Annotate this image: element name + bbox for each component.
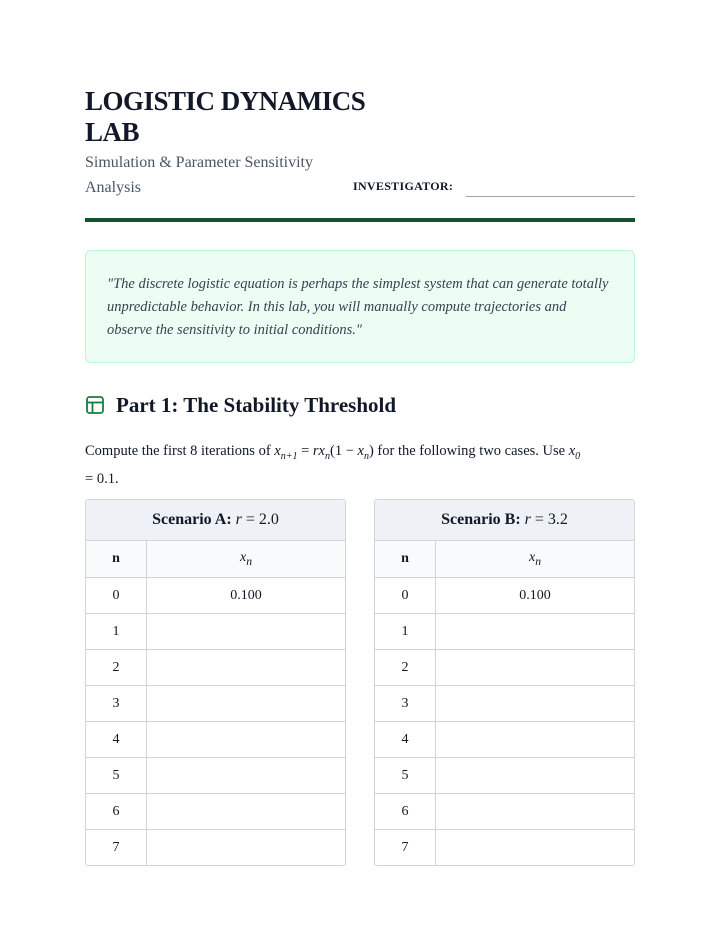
x-value-entry[interactable] xyxy=(436,794,635,830)
investigator-label: INVESTIGATOR: xyxy=(353,179,454,193)
x-value-entry[interactable] xyxy=(436,722,635,758)
instructions-lead: Compute the first 8 iterations of xyxy=(85,443,271,459)
x-value-entry[interactable] xyxy=(147,650,346,686)
iteration-index: 5 xyxy=(86,758,147,794)
iteration-index: 2 xyxy=(375,650,436,686)
initial-value: 0.1. xyxy=(96,470,119,487)
section-title: Part 1: The Stability Threshold xyxy=(116,393,397,417)
table-row xyxy=(86,794,345,830)
table-row xyxy=(86,578,345,614)
iteration-index: 6 xyxy=(375,794,436,830)
header-divider xyxy=(85,218,635,222)
scenario-a-table xyxy=(85,499,346,866)
intro-quote: "The discrete logistic equation is perhaps the simplest system that can generate totally unpredictable behavior. In this lab, you will manually compute trajectories and observe the sensitivity to initial conditions." xyxy=(107,276,609,338)
logistic-equation: $x_{n+1} = rx_n(1 - x_n)$ xyxy=(274,443,374,462)
x-value-entry[interactable] xyxy=(436,650,635,686)
table-row xyxy=(86,614,345,650)
table-row xyxy=(86,686,345,722)
page-subtitle: Simulation & Parameter Sensitivity Analysis xyxy=(85,154,313,196)
x-value-entry[interactable] xyxy=(147,794,346,830)
scenario-b-label: Scenario B: xyxy=(441,511,521,528)
table-icon xyxy=(86,396,104,414)
scenario-b-caption: Scenario B: r = 3.2 xyxy=(375,500,634,541)
scenario-b-table xyxy=(374,499,635,866)
x-value-entry[interactable] xyxy=(147,758,346,794)
table-row xyxy=(375,722,634,758)
investigator-field[interactable] xyxy=(466,196,635,197)
col-x-header: $x_n$ xyxy=(147,541,346,578)
table-row xyxy=(375,758,634,794)
scenario-a-label: Scenario A: xyxy=(152,511,232,528)
table-row xyxy=(375,830,634,866)
x-value: 0.100 xyxy=(147,578,346,614)
col-n-header: n xyxy=(86,541,147,578)
col-n-header: n xyxy=(375,541,436,578)
table-row xyxy=(375,650,634,686)
scenario-a-r: 2.0 xyxy=(258,511,279,528)
iteration-index: 0 xyxy=(86,578,147,614)
x-value-entry[interactable] xyxy=(436,758,635,794)
iteration-index: 3 xyxy=(86,686,147,722)
scenario-b-r: 3.2 xyxy=(547,511,568,528)
table-row xyxy=(375,794,634,830)
initial-condition: $x_0$ xyxy=(568,443,581,462)
x-value-entry[interactable] xyxy=(436,614,635,650)
x-value-entry[interactable] xyxy=(147,614,346,650)
x-value-entry[interactable] xyxy=(147,686,346,722)
x-value-entry[interactable] xyxy=(436,830,635,866)
x-value-entry[interactable] xyxy=(436,686,635,722)
iteration-index: 1 xyxy=(375,614,436,650)
col-x-header: $x_n$ xyxy=(436,541,635,578)
table-row xyxy=(86,722,345,758)
iteration-index: 6 xyxy=(86,794,147,830)
iteration-index: 7 xyxy=(86,830,147,866)
intro-quote-box xyxy=(85,250,635,363)
table-row xyxy=(86,650,345,686)
table-row xyxy=(375,686,634,722)
iteration-index: 5 xyxy=(375,758,436,794)
iteration-index: 1 xyxy=(86,614,147,650)
iteration-index: 4 xyxy=(86,722,147,758)
x-value-entry[interactable] xyxy=(147,722,346,758)
x-value-entry[interactable] xyxy=(147,830,346,866)
iteration-index: 3 xyxy=(375,686,436,722)
iteration-index: 0 xyxy=(375,578,436,614)
instructions-middle: for the following two cases. Use xyxy=(377,443,566,459)
x-value: 0.100 xyxy=(436,578,635,614)
section-heading xyxy=(85,393,635,421)
iteration-index: 7 xyxy=(375,830,436,866)
table-row xyxy=(86,830,345,866)
iteration-index: 4 xyxy=(375,722,436,758)
page-title: LOGISTIC DYNAMICS LAB xyxy=(85,86,366,147)
table-row xyxy=(375,578,634,614)
header xyxy=(85,86,635,220)
iteration-index: 2 xyxy=(86,650,147,686)
table-row xyxy=(375,614,634,650)
scenario-a-caption: Scenario A: r = 2.0 xyxy=(86,500,345,541)
instructions: Compute the first 8 iterations of $x_{n+1} = rx_n(1 - x_n)$ for the following two cases. Use $x_0$ = 0.1. xyxy=(85,443,581,487)
table-row xyxy=(86,758,345,794)
